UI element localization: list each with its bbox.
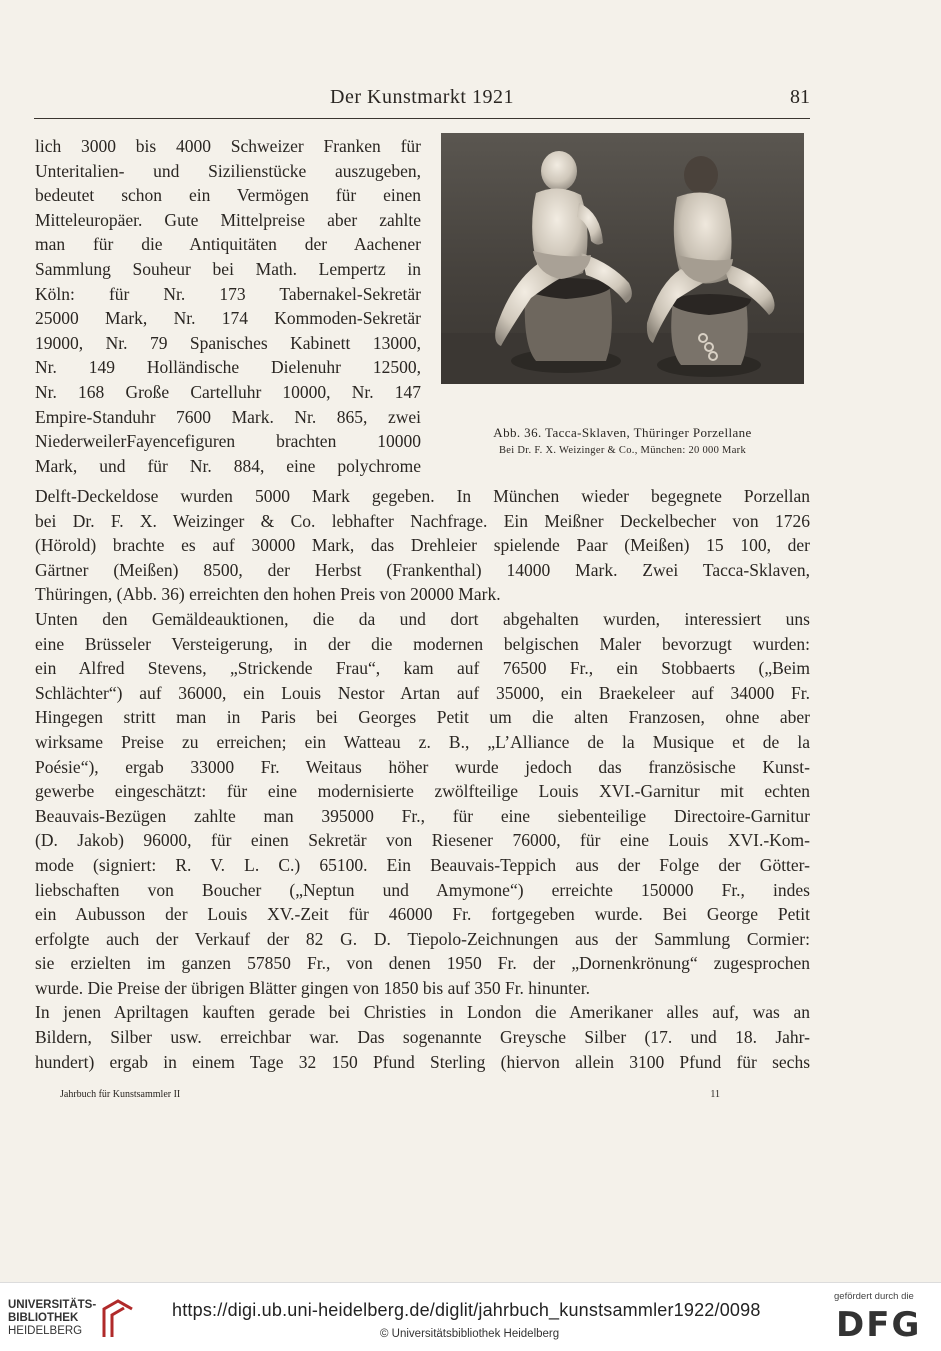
running-head — [34, 86, 810, 112]
figure-caption — [441, 425, 804, 456]
text-line: NiederweilerFayencefiguren brachten 10000 — [35, 431, 421, 452]
text-line: man für die Antiquitäten der Aachener — [35, 234, 421, 255]
running-title: Der Kunstmarkt 1921 — [330, 86, 514, 108]
text-line: Sammlung Souheur bei Math. Lempertz in — [35, 258, 421, 279]
signature-title: Jahrbuch für Kunstsammler II — [60, 1089, 181, 1100]
text-line: wurde. Die Preise der übrigen Blätter gingen von 1850 bis auf 350 Fr. hinunter. — [35, 977, 591, 998]
text-line: liebschaften von Boucher („Neptun und Amymone“) erreichte 150000 Fr., indes — [35, 879, 810, 900]
header-rule — [34, 118, 810, 119]
text-line: (D. Jakob) 96000, für einen Sekretär von Riesener 76000, für eine Louis XVI.-Kom- — [35, 830, 810, 851]
text-line: wirksame Preise zu erreichen; ein Watteau z. B., „L’Alliance de la Musique et de la — [35, 731, 810, 752]
text-line: Köln: für Nr. 173 Tabernakel-Sekretär — [35, 283, 421, 304]
text-line: ein Aubusson der Louis XV.-Zeit für 46000 Fr. fortgegeben wurde. Bei George Petit — [35, 904, 810, 925]
text-line: Mitteleuropäer. Gute Mittelpreise aber zahlte — [35, 209, 421, 230]
text-line: Hingegen stritt man in Paris bei Georges Petit um die alten Franzosen, ohne aber — [35, 707, 810, 728]
text-line: In jenen Apriltagen kauften gerade bei Christies in London die Amerikaner alles auf, was an — [35, 1002, 810, 1023]
figure-photo — [441, 133, 804, 384]
document-url-link[interactable]: https://digi.ub.uni-heidelberg.de/diglit/jahrbuch_kunstsammler1922/0098 — [172, 1300, 761, 1320]
dfg-logo[interactable]: DFG — [836, 1305, 922, 1345]
text-line: Gärtner (Meißen) 8500, der Herbst (Frankenthal) 14000 Mark. Zwei Tacca-Sklaven, — [35, 559, 810, 580]
text-line: mode (signiert: R. V. L. C.) 65100. Ein Beauvais-Teppich aus der Folge der Götter- — [35, 854, 810, 875]
signature-line — [60, 1089, 720, 1103]
library-name-line: HEIDELBERG — [8, 1325, 83, 1337]
text-line: Unteritalien- und Sizilienstücke auszugeben, — [35, 160, 421, 181]
text-line: bei Dr. F. X. Weizinger & Co. lebhafter Nachfrage. Ein Meißner Deckelbecher von 1726 — [35, 510, 810, 531]
column-text — [35, 134, 421, 478]
text-line: Unten den Gemäldeauktionen, die da und dort abgehalten wurden, interessiert uns — [35, 608, 810, 629]
library-name-line: BIBLIOTHEK — [8, 1312, 79, 1324]
text-line: hundert) ergab in einem Tage 32 150 Pfund Sterling (hiervon allein 3100 Pfund für sechs — [35, 1051, 810, 1072]
text-line: bedeutet schon ein Vermögen für einen — [35, 185, 421, 206]
text-line: Nr. 168 Große Cartelluhr 10000, Nr. 147 — [35, 381, 421, 402]
library-logo[interactable] — [8, 1297, 158, 1341]
text-line: ein Alfred Stevens, „Strickende Frau“, kam auf 76500 Fr., ein Stobbaerts („Beim — [35, 658, 810, 679]
text-line: 25000 Mark, Nr. 174 Kommoden-Sekretär — [35, 308, 421, 329]
library-name — [8, 1299, 96, 1338]
text-line: gewerbe eingeschätzt: für eine modernisierte zwölfteilige Louis XVI.-Garnitur mit echten — [35, 781, 810, 802]
text-line: Nr. 149 Holländische Dielenuhr 12500, — [35, 357, 421, 378]
porcelain-figures-image — [441, 133, 804, 384]
body-text — [35, 484, 810, 1074]
funding-label: gefördert durch die — [834, 1291, 914, 1302]
caption-title: Abb. 36. Tacca-Sklaven, Thüringer Porzellane — [493, 425, 752, 440]
text-line: Bildern, Silber usw. erreichbar war. Das sogenannte Greysche Silber (17. und 18. Jahr- — [35, 1027, 810, 1048]
page-number: 81 — [790, 86, 810, 108]
text-line: erfolgte auch der Verkauf der 82 G. D. Tiepolo-Zeichnungen aus der Sammlung Cormier: — [35, 928, 810, 949]
copyright-notice: © Universitätsbibliothek Heidelberg — [380, 1328, 560, 1340]
text-line: sie erzielten im ganzen 57850 Fr., von denen 1950 Fr. der „Dornenkrönung“ zugesprochen — [35, 953, 810, 974]
library-name-line: UNIVERSITÄTS- — [8, 1299, 97, 1311]
text-line: Beauvais-Bezügen zahlte man 395000 Fr., für eine siebenteilige Directoire-Garnitur — [35, 805, 810, 826]
text-line: Delft-Deckeldose wurden 5000 Mark gegeben. In München wieder begegnete Porzellan — [35, 486, 810, 506]
text-line: Mark, und für Nr. 884, eine polychrome — [35, 455, 421, 476]
viewer-footer-bar — [0, 1282, 941, 1351]
text-line: 19000, Nr. 79 Spanisches Kabinett 13000, — [35, 332, 421, 353]
text-line: eine Brüsseler Versteigerung, in der die modernen belgischen Maler bevorzugt wurden: — [35, 633, 810, 654]
library-logo-icon — [98, 1297, 138, 1341]
text-line: lich 3000 bis 4000 Schweizer Franken für — [35, 136, 421, 156]
text-line: Schlächter“) auf 36000, ein Louis Nestor Artan auf 35000, ein Braekeleer auf 34000 Fr. — [35, 682, 810, 703]
text-line: Thüringen, (Abb. 36) erreichten den hohen Preis von 20000 Mark. — [35, 584, 501, 605]
text-line: Empire-Standuhr 7600 Mark. Nr. 865, zwei — [35, 406, 421, 427]
text-line: Poésie“), ergab 33000 Fr. Weitaus höher wurde jedoch das französische Kunst- — [35, 756, 810, 777]
text-line: (Hörold) brachte es auf 30000 Mark, das Drehleier spielende Paar (Meißen) 15 100, der — [35, 535, 810, 556]
caption-credit: Bei Dr. F. X. Weizinger & Co., München: 20 000 Mark — [498, 445, 747, 456]
signature-number: 11 — [710, 1089, 720, 1100]
